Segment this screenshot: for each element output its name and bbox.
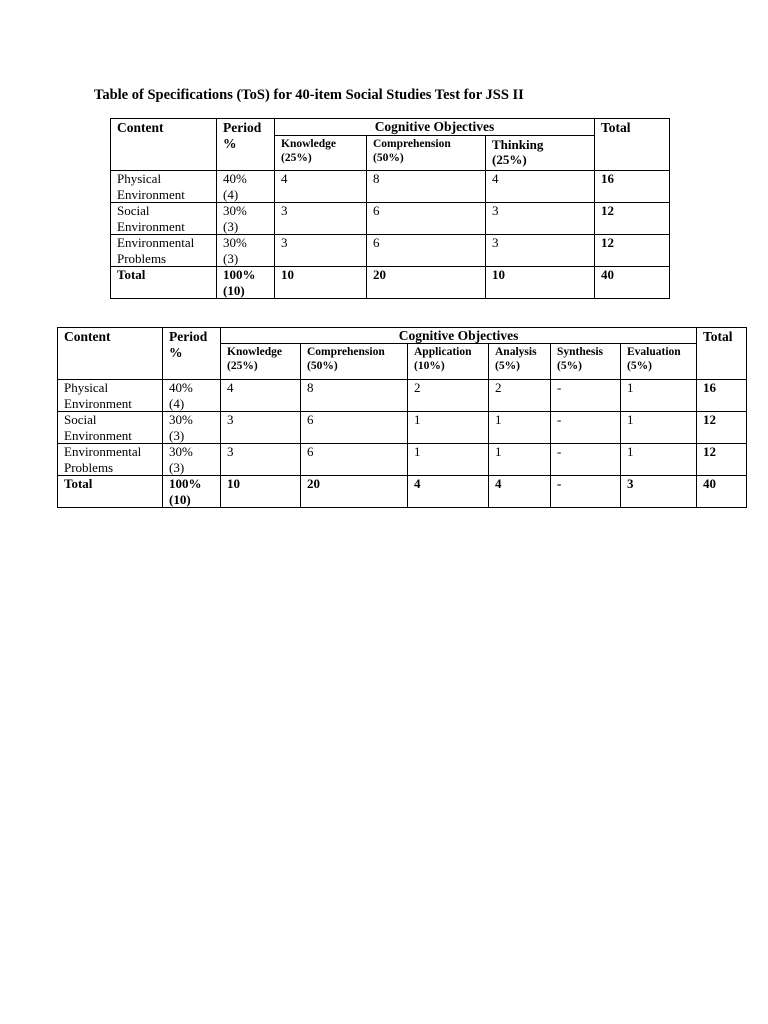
period-header-line2: % [223, 135, 237, 151]
subheader-percent: (5%) [557, 360, 582, 372]
content-line2: Environment [64, 427, 132, 443]
period-cell [163, 380, 221, 412]
period-percent: 100% [169, 476, 202, 491]
period-percent: 40% [169, 380, 193, 395]
period-cell [217, 171, 275, 203]
total-row [111, 267, 670, 299]
period-count: (3) [223, 250, 239, 266]
period-count: (3) [169, 427, 185, 443]
analysis-subheader [489, 344, 551, 380]
subheader-percent: (5%) [495, 360, 520, 372]
period-count: (10) [169, 491, 191, 507]
subheader-label: Synthesis [557, 346, 604, 358]
content-cell [111, 235, 217, 267]
content-header: Content [58, 328, 163, 380]
row-total-cell: 12 [697, 444, 747, 476]
synthesis-cell: - [551, 444, 621, 476]
application-subheader [408, 344, 489, 380]
subheader-percent: (5%) [627, 360, 652, 372]
evaluation-cell: 1 [621, 380, 697, 412]
subheader-percent: (50%) [373, 152, 404, 164]
row-total-cell: 12 [595, 203, 670, 235]
content-line1: Social [117, 203, 150, 218]
period-cell [217, 235, 275, 267]
thinking-cell: 3 [486, 235, 595, 267]
application-total-cell: 4 [408, 476, 489, 508]
synthesis-cell: - [551, 380, 621, 412]
subheader-label: Comprehension [373, 138, 451, 150]
period-count: (3) [223, 218, 239, 234]
content-header: Content [111, 119, 217, 171]
period-count: (4) [169, 395, 185, 411]
knowledge-cell: 3 [221, 444, 301, 476]
cognitive-objectives-header: Cognitive Objectives [221, 328, 697, 344]
content-line2: Environment [117, 186, 185, 202]
period-cell [163, 412, 221, 444]
application-cell: 1 [408, 412, 489, 444]
period-header [217, 119, 275, 171]
row-total-cell: 12 [595, 235, 670, 267]
comprehension-cell: 6 [301, 412, 408, 444]
content-line1: Environmental [117, 235, 195, 250]
evaluation-cell: 1 [621, 444, 697, 476]
evaluation-total-cell: 3 [621, 476, 697, 508]
subheader-percent: (25%) [281, 152, 312, 164]
subheader-label: Knowledge [281, 138, 336, 150]
knowledge-total-cell: 10 [221, 476, 301, 508]
analysis-cell: 1 [489, 444, 551, 476]
synthesis-cell: - [551, 412, 621, 444]
total-header: Total [697, 328, 747, 380]
subheader-percent: (25%) [492, 152, 527, 167]
document-title: Table of Specifications (ToS) for 40-item Social Studies Test for JSS II [94, 87, 524, 103]
table-row [58, 412, 747, 444]
period-header [163, 328, 221, 380]
application-cell: 2 [408, 380, 489, 412]
analysis-total-cell: 4 [489, 476, 551, 508]
subheader-label: Thinking [492, 137, 544, 152]
subheader-percent: (50%) [307, 360, 338, 372]
subheader-percent: (25%) [227, 360, 258, 372]
knowledge-cell: 3 [221, 412, 301, 444]
subheader-label: Application [414, 346, 472, 358]
period-header-line1: Period [223, 120, 262, 135]
comprehension-total-cell: 20 [301, 476, 408, 508]
tos-table-six-objectives [57, 327, 747, 508]
period-percent: 30% [223, 203, 247, 218]
thinking-total-cell: 10 [486, 267, 595, 299]
period-percent: 30% [169, 444, 193, 459]
comprehension-cell: 8 [301, 380, 408, 412]
comprehension-cell: 6 [367, 235, 486, 267]
comprehension-subheader [301, 344, 408, 380]
subheader-label: Analysis [495, 346, 537, 358]
header-row [58, 328, 747, 344]
content-line2: Environment [117, 218, 185, 234]
comprehension-subheader [367, 136, 486, 171]
knowledge-cell: 3 [275, 235, 367, 267]
period-percent: 100% [223, 267, 256, 282]
knowledge-subheader [275, 136, 367, 171]
period-total-cell [163, 476, 221, 508]
content-line2: Problems [117, 250, 167, 266]
period-count: (10) [223, 282, 245, 298]
table-row [58, 380, 747, 412]
header-row [111, 119, 670, 136]
total-header: Total [595, 119, 670, 171]
content-line2: Problems [64, 459, 114, 475]
content-line1: Physical [64, 380, 109, 395]
period-cell [163, 444, 221, 476]
subheader-label: Knowledge [227, 346, 282, 358]
application-cell: 1 [408, 444, 489, 476]
total-row [58, 476, 747, 508]
knowledge-total-cell: 10 [275, 267, 367, 299]
row-total-cell: 16 [697, 380, 747, 412]
content-line1: Social [64, 412, 97, 427]
period-percent: 40% [223, 171, 247, 186]
grand-total-cell: 40 [595, 267, 670, 299]
knowledge-cell: 3 [275, 203, 367, 235]
content-line2: Environment [64, 395, 132, 411]
row-total-cell: 12 [697, 412, 747, 444]
cognitive-objectives-header: Cognitive Objectives [275, 119, 595, 136]
subheader-label: Comprehension [307, 346, 385, 358]
period-count: (4) [223, 186, 239, 202]
subheader-percent: (10%) [414, 360, 445, 372]
grand-total-cell: 40 [697, 476, 747, 508]
content-cell [58, 412, 163, 444]
table-row [111, 171, 670, 203]
knowledge-cell: 4 [275, 171, 367, 203]
subheader-label: Evaluation [627, 346, 681, 358]
evaluation-cell: 1 [621, 412, 697, 444]
thinking-subheader [486, 136, 595, 171]
total-label-cell: Total [58, 476, 163, 508]
period-total-cell [217, 267, 275, 299]
period-percent: 30% [169, 412, 193, 427]
thinking-cell: 3 [486, 203, 595, 235]
content-cell [111, 171, 217, 203]
table-row [111, 235, 670, 267]
content-cell [58, 444, 163, 476]
period-header-line2: % [169, 344, 183, 360]
synthesis-subheader [551, 344, 621, 380]
period-header-line1: Period [169, 329, 208, 344]
content-line1: Environmental [64, 444, 142, 459]
table-row [58, 444, 747, 476]
content-line1: Physical [117, 171, 162, 186]
knowledge-subheader [221, 344, 301, 380]
total-label-cell: Total [111, 267, 217, 299]
synthesis-total-cell: - [551, 476, 621, 508]
period-cell [217, 203, 275, 235]
knowledge-cell: 4 [221, 380, 301, 412]
content-cell [111, 203, 217, 235]
analysis-cell: 1 [489, 412, 551, 444]
row-total-cell: 16 [595, 171, 670, 203]
content-cell [58, 380, 163, 412]
evaluation-subheader [621, 344, 697, 380]
comprehension-total-cell: 20 [367, 267, 486, 299]
comprehension-cell: 8 [367, 171, 486, 203]
analysis-cell: 2 [489, 380, 551, 412]
thinking-cell: 4 [486, 171, 595, 203]
comprehension-cell: 6 [367, 203, 486, 235]
table-row [111, 203, 670, 235]
comprehension-cell: 6 [301, 444, 408, 476]
period-percent: 30% [223, 235, 247, 250]
period-count: (3) [169, 459, 185, 475]
tos-table-three-objectives [110, 118, 670, 299]
